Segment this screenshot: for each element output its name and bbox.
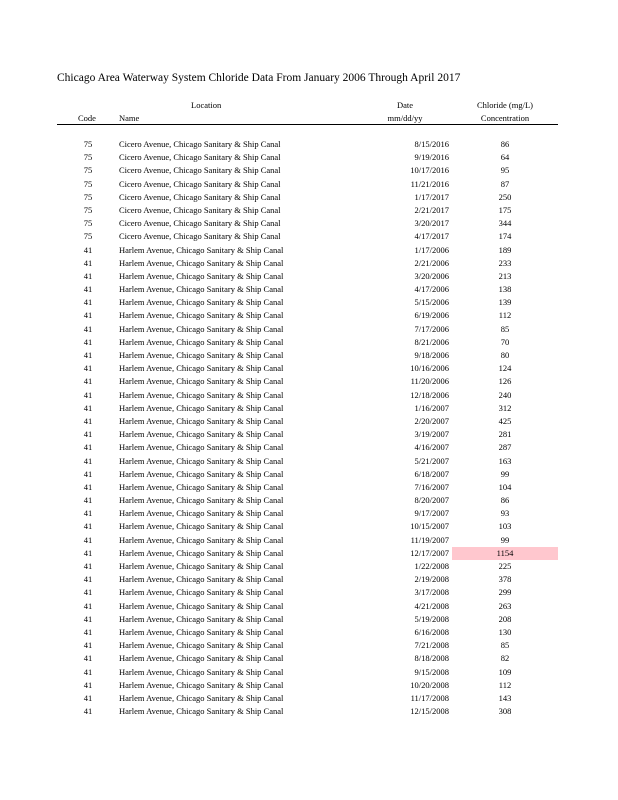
table-row — [0, 191, 618, 204]
row-code: 41 — [83, 468, 93, 479]
row-date: 3/17/2008 — [414, 587, 449, 598]
row-concentration: 378 — [498, 574, 512, 585]
row-concentration: 86 — [500, 495, 510, 506]
page-title: Chicago Area Waterway System Chloride Data From January 2006 Through April 2017 — [57, 72, 461, 84]
row-name: Harlem Avenue, Chicago Sanitary & Ship Canal — [119, 561, 284, 571]
row-code: 41 — [83, 415, 93, 426]
row-name: Harlem Avenue, Chicago Sanitary & Ship Canal — [119, 679, 284, 690]
table-row — [0, 296, 618, 309]
row-code: 41 — [83, 402, 93, 413]
concentration-header: Concentration — [480, 113, 530, 123]
row-concentration: 263 — [498, 600, 512, 611]
table-row — [0, 244, 618, 257]
chloride-header: Chloride (mg/L) — [477, 100, 533, 110]
table-row — [0, 560, 618, 573]
row-code: 41 — [83, 692, 93, 703]
table-row — [0, 415, 618, 428]
row-name: Harlem Avenue, Chicago Sanitary & Ship Canal — [119, 363, 284, 374]
row-date: 10/16/2006 — [410, 363, 449, 374]
row-concentration: 126 — [498, 376, 512, 387]
row-name: Harlem Avenue, Chicago Sanitary & Ship Canal — [119, 587, 284, 598]
row-code: 41 — [83, 561, 93, 571]
table-row — [0, 283, 618, 296]
row-date: 12/17/2007 — [410, 547, 449, 558]
table-row — [0, 138, 618, 151]
row-name: Cicero Avenue, Chicago Sanitary & Ship Canal — [119, 191, 281, 202]
row-concentration: 103 — [498, 521, 512, 532]
row-concentration: 95 — [500, 165, 510, 176]
row-date: 5/21/2007 — [414, 455, 449, 466]
row-code: 75 — [83, 178, 93, 189]
row-date: 8/18/2008 — [414, 653, 449, 664]
row-code: 41 — [83, 297, 93, 308]
row-date: 6/16/2008 — [414, 626, 449, 637]
row-code: 75 — [83, 204, 93, 215]
table-row — [0, 164, 618, 177]
row-date: 10/20/2008 — [410, 679, 449, 690]
row-code: 75 — [83, 191, 93, 202]
row-concentration: 312 — [498, 402, 512, 413]
row-name: Harlem Avenue, Chicago Sanitary & Ship Canal — [119, 297, 284, 308]
row-concentration: 143 — [498, 692, 512, 703]
row-name: Harlem Avenue, Chicago Sanitary & Ship Canal — [119, 666, 284, 677]
row-concentration: 85 — [500, 640, 510, 651]
row-code: 41 — [83, 310, 93, 321]
row-code: 41 — [83, 706, 93, 717]
name-header: Name — [119, 113, 140, 123]
table-row — [0, 534, 618, 547]
row-concentration: 82 — [500, 653, 510, 664]
row-date: 5/15/2006 — [414, 297, 449, 308]
row-date: 9/15/2008 — [414, 666, 449, 677]
table-row — [0, 573, 618, 586]
row-date: 8/21/2006 — [414, 336, 449, 347]
row-name: Harlem Avenue, Chicago Sanitary & Ship Canal — [119, 534, 284, 545]
table-row — [0, 586, 618, 599]
row-code: 41 — [83, 350, 93, 360]
code-header: Code — [78, 113, 96, 123]
table-row — [0, 349, 618, 362]
row-date: 9/18/2006 — [414, 350, 449, 360]
row-name: Harlem Avenue, Chicago Sanitary & Ship Canal — [119, 429, 284, 440]
row-code: 41 — [83, 244, 93, 255]
row-name: Harlem Avenue, Chicago Sanitary & Ship Canal — [119, 310, 284, 321]
table-row — [0, 362, 618, 375]
table-row — [0, 652, 618, 665]
row-date: 6/19/2006 — [414, 310, 449, 321]
row-code: 41 — [83, 336, 93, 347]
row-name: Harlem Avenue, Chicago Sanitary & Ship Canal — [119, 626, 284, 637]
row-date: 2/21/2017 — [414, 204, 449, 215]
table-row — [0, 309, 618, 322]
row-code: 41 — [83, 429, 93, 440]
row-concentration: 80 — [500, 350, 510, 360]
table-row — [0, 257, 618, 270]
row-date: 1/16/2007 — [414, 402, 449, 413]
row-name: Cicero Avenue, Chicago Sanitary & Ship Canal — [119, 218, 281, 229]
row-name: Cicero Avenue, Chicago Sanitary & Ship Canal — [119, 165, 281, 176]
table-row — [0, 613, 618, 626]
row-name: Harlem Avenue, Chicago Sanitary & Ship Canal — [119, 389, 284, 400]
row-concentration: 250 — [498, 191, 512, 202]
row-date: 4/17/2017 — [414, 231, 449, 242]
row-date: 1/17/2006 — [414, 244, 449, 255]
row-code: 41 — [83, 626, 93, 637]
row-date: 4/21/2008 — [414, 600, 449, 611]
table-row — [0, 547, 618, 560]
row-date: 1/17/2017 — [414, 191, 449, 202]
row-name: Harlem Avenue, Chicago Sanitary & Ship Canal — [119, 508, 284, 519]
row-date: 10/17/2016 — [410, 165, 449, 176]
table-row — [0, 639, 618, 652]
row-concentration: 139 — [498, 297, 512, 308]
row-concentration: 299 — [498, 587, 512, 598]
row-concentration: 99 — [500, 468, 510, 479]
row-code: 41 — [83, 587, 93, 598]
table-row — [0, 375, 618, 388]
row-code: 41 — [83, 640, 93, 651]
row-name: Harlem Avenue, Chicago Sanitary & Ship Canal — [119, 692, 284, 703]
row-code: 41 — [83, 284, 93, 295]
table-row — [0, 389, 618, 402]
row-code: 41 — [83, 270, 93, 281]
row-date: 11/21/2016 — [410, 178, 449, 189]
data-table — [0, 138, 618, 718]
row-date: 3/20/2017 — [414, 218, 449, 229]
row-concentration: 124 — [498, 363, 512, 374]
row-code: 41 — [83, 574, 93, 585]
row-date: 8/15/2016 — [414, 139, 449, 149]
row-code: 41 — [83, 389, 93, 400]
row-concentration: 99 — [500, 534, 510, 545]
table-row — [0, 507, 618, 520]
table-row — [0, 270, 618, 283]
row-date: 4/16/2007 — [414, 442, 449, 453]
row-date: 9/19/2016 — [414, 152, 449, 163]
row-name: Harlem Avenue, Chicago Sanitary & Ship Canal — [119, 350, 284, 360]
row-date: 4/17/2006 — [414, 284, 449, 295]
row-name: Harlem Avenue, Chicago Sanitary & Ship Canal — [119, 284, 284, 295]
row-name: Harlem Avenue, Chicago Sanitary & Ship Canal — [119, 468, 284, 479]
row-code: 41 — [83, 613, 93, 624]
row-code: 75 — [83, 165, 93, 176]
row-name: Harlem Avenue, Chicago Sanitary & Ship Canal — [119, 244, 284, 255]
row-concentration: 70 — [500, 336, 510, 347]
row-concentration: 109 — [498, 666, 512, 677]
row-name: Harlem Avenue, Chicago Sanitary & Ship Canal — [119, 442, 284, 453]
row-date: 7/21/2008 — [414, 640, 449, 651]
row-concentration: 112 — [498, 310, 512, 321]
row-name: Harlem Avenue, Chicago Sanitary & Ship Canal — [119, 706, 284, 717]
row-date: 3/20/2006 — [414, 270, 449, 281]
table-row — [0, 705, 618, 718]
row-name: Harlem Avenue, Chicago Sanitary & Ship Canal — [119, 613, 284, 624]
row-concentration: 213 — [498, 270, 512, 281]
row-name: Cicero Avenue, Chicago Sanitary & Ship Canal — [119, 231, 281, 242]
row-date: 2/19/2008 — [414, 574, 449, 585]
row-name: Cicero Avenue, Chicago Sanitary & Ship Canal — [119, 178, 281, 189]
row-code: 41 — [83, 455, 93, 466]
row-concentration: 175 — [498, 204, 512, 215]
table-row — [0, 217, 618, 230]
table-row — [0, 600, 618, 613]
row-concentration: 87 — [500, 178, 510, 189]
row-name: Cicero Avenue, Chicago Sanitary & Ship Canal — [119, 204, 281, 215]
row-name: Harlem Avenue, Chicago Sanitary & Ship Canal — [119, 376, 284, 387]
row-concentration: 64 — [500, 152, 510, 163]
row-date: 12/15/2008 — [410, 706, 449, 717]
row-date: 3/19/2007 — [414, 429, 449, 440]
table-row — [0, 455, 618, 468]
table-row — [0, 204, 618, 217]
row-code: 41 — [83, 653, 93, 664]
row-name: Harlem Avenue, Chicago Sanitary & Ship Canal — [119, 521, 284, 532]
row-concentration: 344 — [498, 218, 512, 229]
row-concentration: 104 — [498, 481, 512, 492]
row-name: Cicero Avenue, Chicago Sanitary & Ship Canal — [119, 152, 281, 163]
row-date: 12/18/2006 — [410, 389, 449, 400]
row-concentration: 425 — [498, 415, 512, 426]
row-code: 41 — [83, 666, 93, 677]
row-name: Harlem Avenue, Chicago Sanitary & Ship Canal — [119, 415, 284, 426]
table-row — [0, 692, 618, 705]
row-code: 75 — [83, 152, 93, 163]
table-row — [0, 428, 618, 441]
table-row — [0, 336, 618, 349]
row-code: 41 — [83, 521, 93, 532]
row-date: 11/17/2008 — [410, 692, 449, 703]
row-name: Harlem Avenue, Chicago Sanitary & Ship Canal — [119, 481, 284, 492]
row-name: Harlem Avenue, Chicago Sanitary & Ship Canal — [119, 402, 284, 413]
row-concentration: 233 — [498, 257, 512, 268]
table-row — [0, 666, 618, 679]
row-concentration: 281 — [498, 429, 512, 440]
row-concentration: 130 — [498, 626, 512, 637]
row-name: Harlem Avenue, Chicago Sanitary & Ship Canal — [119, 640, 284, 651]
row-code: 41 — [83, 481, 93, 492]
row-code: 41 — [83, 376, 93, 387]
row-concentration: 1154 — [452, 547, 558, 560]
row-concentration: 93 — [500, 508, 510, 519]
row-date: 1/22/2008 — [414, 561, 449, 571]
row-concentration: 86 — [500, 139, 510, 149]
table-row — [0, 441, 618, 454]
row-code: 41 — [83, 508, 93, 519]
row-concentration: 112 — [498, 679, 512, 690]
row-code: 41 — [83, 534, 93, 545]
row-code: 41 — [83, 495, 93, 506]
row-date: 2/21/2006 — [414, 257, 449, 268]
date-format-header: mm/dd/yy — [387, 113, 423, 123]
row-code: 41 — [83, 363, 93, 374]
table-row — [0, 178, 618, 191]
row-code: 41 — [83, 547, 93, 558]
table-row — [0, 494, 618, 507]
row-date: 8/20/2007 — [414, 495, 449, 506]
table-row — [0, 679, 618, 692]
row-name: Harlem Avenue, Chicago Sanitary & Ship Canal — [119, 574, 284, 585]
row-code: 41 — [83, 679, 93, 690]
table-row — [0, 626, 618, 639]
row-concentration: 225 — [498, 561, 512, 571]
row-concentration: 208 — [498, 613, 512, 624]
row-concentration: 189 — [498, 244, 512, 255]
row-name: Harlem Avenue, Chicago Sanitary & Ship Canal — [119, 455, 284, 466]
row-code: 41 — [83, 323, 93, 334]
table-row — [0, 230, 618, 243]
row-concentration: 308 — [498, 706, 512, 717]
row-date: 10/15/2007 — [410, 521, 449, 532]
row-code: 41 — [83, 600, 93, 611]
row-concentration: 138 — [498, 284, 512, 295]
header-divider — [57, 124, 558, 125]
table-row — [0, 402, 618, 415]
row-name: Harlem Avenue, Chicago Sanitary & Ship Canal — [119, 495, 284, 506]
row-concentration: 85 — [500, 323, 510, 334]
date-header: Date — [396, 100, 414, 110]
row-name: Harlem Avenue, Chicago Sanitary & Ship Canal — [119, 257, 284, 268]
row-code: 41 — [83, 257, 93, 268]
table-row — [0, 468, 618, 481]
row-code: 41 — [83, 442, 93, 453]
row-date: 6/18/2007 — [414, 468, 449, 479]
row-code: 75 — [83, 231, 93, 242]
row-concentration: 240 — [498, 389, 512, 400]
row-concentration: 287 — [498, 442, 512, 453]
row-date: 9/17/2007 — [414, 508, 449, 519]
row-code: 75 — [83, 218, 93, 229]
row-code: 75 — [83, 139, 93, 149]
row-name: Harlem Avenue, Chicago Sanitary & Ship Canal — [119, 600, 284, 611]
row-name: Harlem Avenue, Chicago Sanitary & Ship Canal — [119, 270, 284, 281]
row-name: Harlem Avenue, Chicago Sanitary & Ship Canal — [119, 547, 284, 558]
row-concentration: 163 — [498, 455, 512, 466]
row-date: 2/20/2007 — [414, 415, 449, 426]
row-concentration: 174 — [498, 231, 512, 242]
row-name: Cicero Avenue, Chicago Sanitary & Ship Canal — [119, 139, 281, 149]
table-row — [0, 151, 618, 164]
row-name: Harlem Avenue, Chicago Sanitary & Ship Canal — [119, 653, 284, 664]
location-header: Location — [191, 100, 222, 110]
table-row — [0, 323, 618, 336]
row-date: 7/16/2007 — [414, 481, 449, 492]
row-date: 11/20/2006 — [410, 376, 449, 387]
row-name: Harlem Avenue, Chicago Sanitary & Ship Canal — [119, 336, 284, 347]
table-row — [0, 520, 618, 533]
row-date: 11/19/2007 — [410, 534, 449, 545]
row-date: 5/19/2008 — [414, 613, 449, 624]
table-row — [0, 481, 618, 494]
row-date: 7/17/2006 — [414, 323, 449, 334]
row-name: Harlem Avenue, Chicago Sanitary & Ship Canal — [119, 323, 284, 334]
